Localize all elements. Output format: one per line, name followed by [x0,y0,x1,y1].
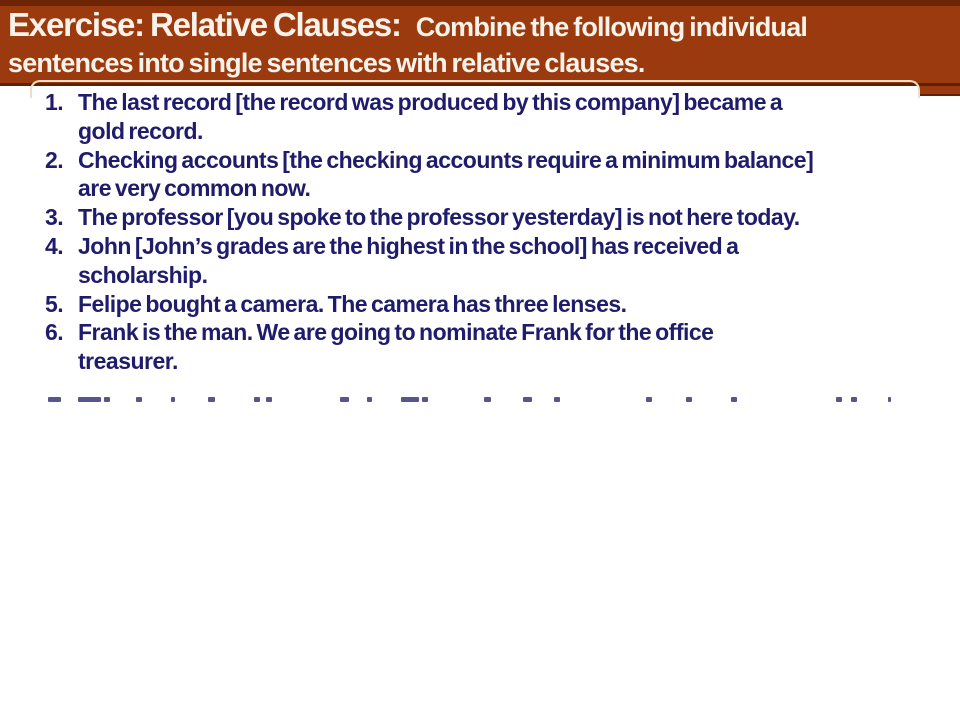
list-item-text [78,318,935,376]
list-item-number: 4. [45,232,64,259]
list-item-number: 3. [45,204,64,231]
list-item-text [78,232,935,290]
text-line: Frank is the man. We are going to nominate Frank for the office [78,319,714,346]
title-line-1 [8,8,953,44]
list-item-4 [45,232,935,290]
list-item-3 [45,203,935,232]
list-item-text [78,146,935,204]
text-line: The professor [you spoke to the professor yesterday] is not here today. [78,204,800,231]
list-item-2 [45,146,935,204]
text-line: Felipe bought a camera. The camera has three lenses. [78,290,627,317]
list-item-1 [45,88,935,146]
text-line: Checking accounts [the checking accounts require a minimum balance] [78,146,814,173]
letter-top-fragment [523,397,532,402]
letter-top-fragment [686,397,692,402]
title-subheading-part2: sentences into single sentences with relative clauses. [8,48,645,78]
letter-top-fragment [851,397,857,402]
letter-top-fragment [254,397,260,402]
list-item-number: 1. [45,89,64,115]
text-line: treasurer. [78,348,178,375]
list-item-number: 2. [45,146,64,173]
letter-top-fragment [731,397,737,402]
list-item-5 [45,290,935,319]
text-line: gold record. [78,117,203,144]
list-item-6 [45,318,935,376]
letter-top-fragment [836,397,842,402]
letter-top-fragment [78,397,101,402]
letter-top-fragment [646,397,652,402]
text-line: are very common now. [78,175,311,202]
title-subheading-part1: Combine the following individual [415,12,808,42]
letter-top-fragment [888,397,891,402]
list-item-number: 5. [45,290,64,317]
cutoff-sentence-fragments [0,397,960,405]
letter-top-fragment [340,397,349,402]
letter-top-fragment [367,397,372,402]
letter-top-fragment [266,397,272,402]
letter-top-fragment [48,397,61,402]
text-line: The last record [the record was produced by this company] became a [78,89,783,115]
letter-top-fragment [104,397,110,402]
list-item-number: 6. [45,319,64,346]
letter-top-fragment [554,397,560,402]
sentence-list [45,88,935,376]
text-line: John [John’s grades are the highest in the school] has received a [78,232,739,259]
letter-top-fragment [171,397,175,402]
list-item-text [78,290,935,319]
letter-top-fragment [208,397,215,402]
letter-top-fragment [136,397,142,402]
letter-top-fragment [422,397,428,402]
text-line: scholarship. [78,261,208,288]
letter-top-fragment [484,397,491,402]
title-band [0,0,960,86]
slide-title [8,8,953,80]
title-heading: Exercise: Relative Clauses: [8,6,401,43]
letter-top-fragment [401,397,419,402]
list-item-text [78,88,935,146]
title-line-2 [8,44,953,80]
list-item-text [78,203,935,232]
